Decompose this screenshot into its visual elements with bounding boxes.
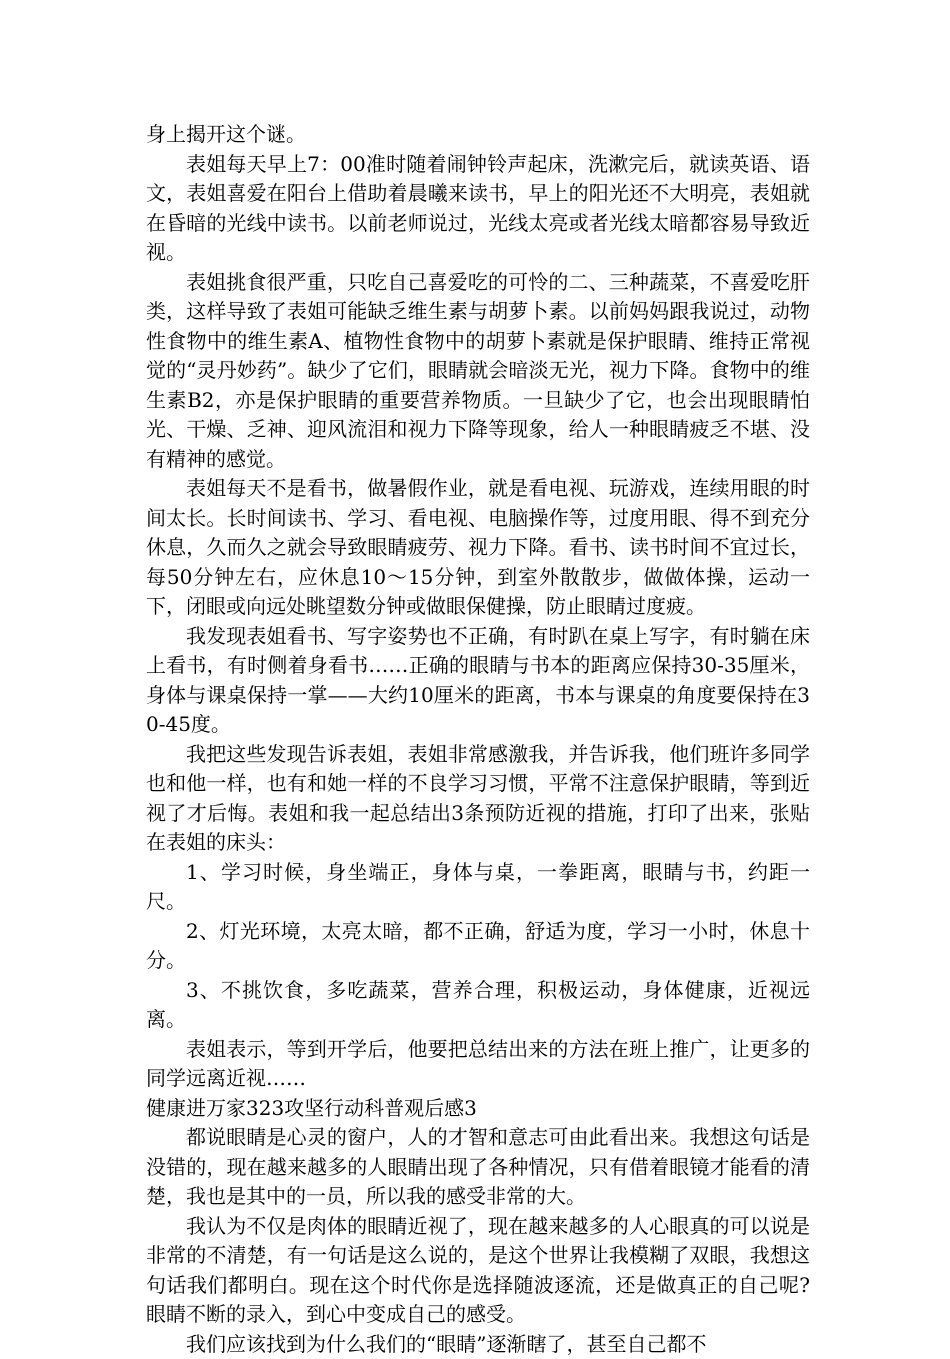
paragraph-4: 表姐每天不是看书，做暑假作业，就是看电视、玩游戏，连续用眼的时间太长。长时间读书、学习、看电视、电脑操作等，过度用眼、得不到充分休息，久而久之就会导致眼睛疲劳、视力下降。看书、读书时间不宜过长，每50分钟左右，应休息10～15分钟，到室外散散步，做做体操，运动一下，闭眼或向远处眺望数分钟或做眼保健操，防止眼睛过度疲。 [146,474,810,622]
paragraph-6: 我把这些发现告诉表姐，表姐非常感激我，并告诉我，他们班许多同学也和他一样，也有和她一样的不良学习习惯，平常不注意保护眼睛，等到近视了才后悔。表姐和我一起总结出3条预防近视的措施，打印了出来，张贴在表姐的床头： [146,740,810,858]
paragraph-9: 我认为不仅是肉体的眼睛近视了，现在越来越多的人心眼真的可以说是非常的不清楚，有一句话是这么说的，是这个世界让我模糊了双眼，我想这句话我们都明白。现在这个时代你是选择随波逐流，还是做真正的自己呢?眼睛不断的录入，到心中变成自己的感受。 [146,1212,810,1330]
list-item-1: 1、学习时候，身坐端正，身体与桌，一拳距离，眼睛与书，约距一尺。 [146,858,810,917]
paragraph-2: 表姐每天早上7：00准时随着闹钟铃声起床，洗漱完后，就读英语、语文，表姐喜爱在阳台上借助着晨曦来读书，早上的阳光还不大明亮，表姐就在昏暗的光线中读书。以前老师说过，光线太亮或者光线太暗都容易导致近视。 [146,150,810,268]
document-page [146,120,810,1359]
paragraph-7: 表姐表示，等到开学后，他要把总结出来的方法在班上推广，让更多的同学远离近视…… [146,1035,810,1094]
paragraph-8: 都说眼睛是心灵的窗户，人的才智和意志可由此看出来。我想这句话是没错的，现在越来越多的人眼睛出现了各种情况，只有借着眼镜才能看的清楚，我也是其中的一员，所以我的感受非常的大。 [146,1123,810,1212]
section-heading: 健康进万家323攻坚行动科普观后感3 [146,1094,810,1124]
paragraph-1: 身上揭开这个谜。 [146,120,810,150]
paragraph-10: 我们应该找到为什么我们的“眼睛”逐渐瞎了，甚至自己都不 [146,1330,810,1359]
paragraph-5: 我发现表姐看书、写字姿势也不正确，有时趴在桌上写字，有时躺在床上看书，有时侧着身看书……正确的眼睛与书本的距离应保持30-35厘米，身体与课桌保持一掌——大约10厘米的距离，书本与课桌的角度要保持在30-45度。 [146,622,810,740]
list-item-2: 2、灯光环境，太亮太暗，都不正确，舒适为度，学习一小时，休息十分。 [146,917,810,976]
list-item-3: 3、不挑饮食，多吃蔬菜，营养合理，积极运动，身体健康，近视远离。 [146,976,810,1035]
paragraph-3: 表姐挑食很严重，只吃自己喜爱吃的可怜的二、三种蔬菜，不喜爱吃肝类，这样导致了表姐可能缺乏维生素与胡萝卜素。以前妈妈跟我说过，动物性食物中的维生素A、植物性食物中的胡萝卜素就是保护眼睛、维持正常视觉的“灵丹妙药”。缺少了它们，眼睛就会暗淡无光，视力下降。食物中的维生素B2，亦是保护眼睛的重要营养物质。一旦缺少了它，也会出现眼睛怕光、干燥、乏神、迎风流泪和视力下降等现象，给人一种眼睛疲乏不堪、没有精神的感觉。 [146,268,810,475]
